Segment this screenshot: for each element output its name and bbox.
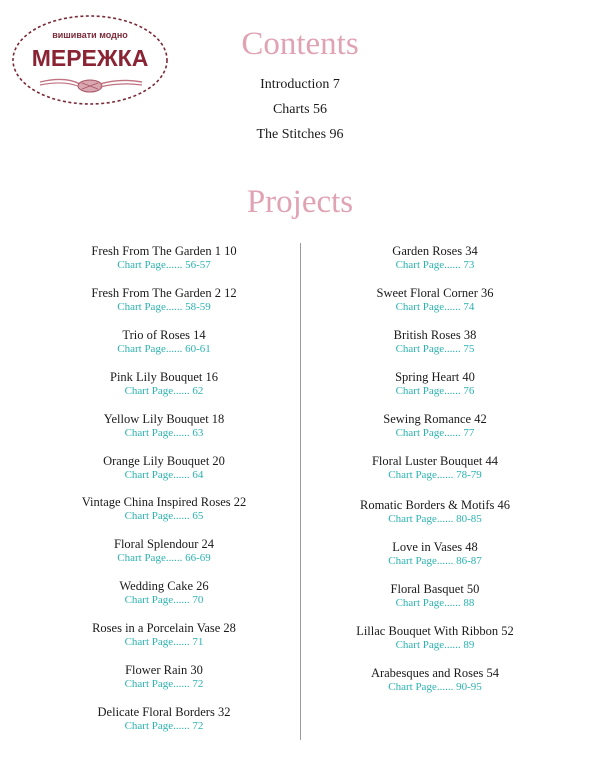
projects-heading: Projects xyxy=(246,184,354,220)
chart-page-link[interactable]: Chart Page...... 77 xyxy=(395,427,475,439)
project-entry xyxy=(24,620,304,649)
project-name: Trio of Roses 14 xyxy=(122,327,206,342)
project-name: Romatic Borders & Motifs 46 xyxy=(360,498,510,512)
project-name: Arabesques and Roses 54 xyxy=(370,666,500,680)
chart-page-link[interactable]: Chart Page...... 75 xyxy=(395,343,475,355)
chart-page-link[interactable]: Chart Page...... 78-79 xyxy=(388,469,482,481)
project-entry xyxy=(290,539,580,568)
project-name: Garden Roses 34 xyxy=(392,244,478,258)
project-entry xyxy=(24,327,304,356)
project-name: Vintage China Inspired Roses 22 xyxy=(81,495,247,510)
project-name: Fresh From The Garden 2 12 xyxy=(91,285,237,300)
project-entry xyxy=(24,662,304,691)
project-name: Floral Basquet 50 xyxy=(390,582,480,596)
project-name: Sweet Floral Corner 36 xyxy=(376,286,494,300)
chart-page-link[interactable]: Chart Page...... 72 xyxy=(124,678,204,690)
project-entry xyxy=(24,494,304,523)
chart-page-link[interactable]: Chart Page...... 66-69 xyxy=(117,552,211,565)
project-entry xyxy=(290,665,580,694)
project-name: Orange Lily Bouquet 20 xyxy=(103,453,225,468)
project-entry xyxy=(24,453,304,482)
logo-brand: МЕРЕЖКА xyxy=(31,45,149,71)
project-name: Sewing Romance 42 xyxy=(383,412,487,426)
project-name: Love in Vases 48 xyxy=(392,540,478,554)
chart-page-link[interactable]: Chart Page...... 80-85 xyxy=(388,513,482,525)
chart-page-link[interactable]: Chart Page...... 89 xyxy=(395,639,475,651)
project-name: Floral Splendour 24 xyxy=(114,537,214,552)
project-entry xyxy=(290,497,580,526)
contents-item: Introduction 7 xyxy=(260,77,340,92)
project-name: Lillac Bouquet With Ribbon 52 xyxy=(356,624,514,638)
project-entry xyxy=(24,285,304,314)
chart-page-link[interactable]: Chart Page...... 65 xyxy=(124,510,204,523)
project-name: Flower Rain 30 xyxy=(125,663,203,677)
chart-page-link[interactable]: Chart Page...... 56-57 xyxy=(117,259,211,271)
project-entry xyxy=(290,581,580,610)
contents-item: The Stitches 96 xyxy=(256,127,344,142)
chart-page-link[interactable]: Chart Page...... 76 xyxy=(395,385,475,397)
project-entry xyxy=(290,243,580,272)
chart-page-link[interactable]: Chart Page...... 74 xyxy=(395,301,475,313)
project-entry xyxy=(24,704,304,733)
project-entry xyxy=(24,243,304,272)
project-entry xyxy=(24,536,304,565)
project-entry xyxy=(24,578,304,607)
chart-page-link[interactable]: Chart Page...... 73 xyxy=(395,259,475,271)
chart-page-link[interactable]: Chart Page...... 60-61 xyxy=(117,342,211,355)
project-name: Yellow Lily Bouquet 18 xyxy=(103,411,225,426)
contents-item: Charts 56 xyxy=(272,102,328,117)
chart-page-link[interactable]: Chart Page...... 86-87 xyxy=(388,555,482,567)
project-entry xyxy=(290,623,580,652)
chart-page-link[interactable]: Chart Page...... 70 xyxy=(124,594,204,607)
chart-page-link[interactable]: Chart Page...... 62 xyxy=(124,384,204,397)
project-entry xyxy=(290,327,580,356)
contents-heading: Contents xyxy=(241,26,359,62)
project-name: Wedding Cake 26 xyxy=(119,579,209,594)
project-name: Delicate Floral Borders 32 xyxy=(97,704,231,719)
project-entry xyxy=(290,369,580,398)
project-name: Fresh From The Garden 1 10 xyxy=(91,244,237,258)
chart-page-link[interactable]: Chart Page...... 63 xyxy=(124,426,204,439)
project-name: Spring Heart 40 xyxy=(395,370,475,384)
logo-tagline: вишивати модно xyxy=(52,30,128,40)
chart-page-link[interactable]: Chart Page...... 71 xyxy=(124,636,204,649)
project-name: British Roses 38 xyxy=(393,328,477,342)
chart-page-link[interactable]: Chart Page...... 88 xyxy=(395,597,475,609)
chart-page-link[interactable]: Chart Page...... 64 xyxy=(124,468,204,481)
project-entry xyxy=(290,411,580,440)
project-entry xyxy=(290,285,580,314)
project-entry xyxy=(290,453,580,482)
chart-page-link[interactable]: Chart Page...... 72 xyxy=(124,719,204,732)
project-name: Floral Luster Bouquet 44 xyxy=(371,454,499,468)
project-entry xyxy=(24,369,304,398)
chart-page-link[interactable]: Chart Page...... 58-59 xyxy=(117,300,211,313)
project-entry xyxy=(24,411,304,440)
project-name: Pink Lily Bouquet 16 xyxy=(110,369,218,384)
chart-page-link[interactable]: Chart Page...... 90-95 xyxy=(388,681,482,693)
project-name: Roses in a Porcelain Vase 28 xyxy=(92,621,236,636)
contents-list xyxy=(0,76,598,151)
